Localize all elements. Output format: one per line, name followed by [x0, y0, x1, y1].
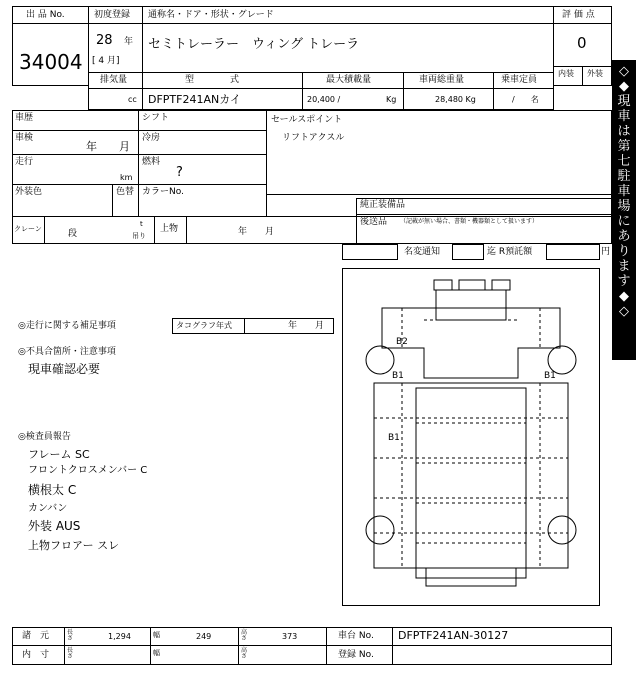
crane-label: クレーン: [14, 225, 42, 233]
recycle-label: 迄 R預託額: [487, 247, 533, 257]
damage-mark: B1: [392, 371, 404, 381]
crane-value: 段: [68, 229, 78, 239]
ac-label: 冷房: [142, 133, 161, 143]
inspection-value: 年 月: [86, 140, 130, 153]
specs-footer-box: [12, 627, 612, 665]
parking-notice-text: ◇◆現車は第七駐車場にあります◆◇: [617, 64, 631, 319]
fuel-value: ?: [176, 165, 183, 180]
specs-label: 諸 元: [22, 631, 50, 641]
color-change-label: 色替: [116, 187, 135, 197]
width-value: 249: [196, 632, 212, 641]
sales-point-label: セールスポイント: [271, 115, 343, 125]
displacement-label: 排気量: [100, 75, 128, 85]
mount-value: 年 月: [238, 227, 275, 237]
month-value: [ 4 月]: [92, 56, 120, 66]
year-value: 28: [96, 33, 113, 48]
defects-value: 現車確認必要: [28, 362, 101, 376]
tachograph-label: タコグラフ年式: [176, 321, 232, 330]
defects-label: ◎不具合箇所・注意事項: [18, 347, 116, 357]
inner-label: 内 寸: [22, 650, 50, 660]
inspector-item: 上物フロアー スレ: [28, 539, 120, 552]
genuine-equip-label: 純正装備品: [360, 200, 406, 210]
name-change-box: [342, 244, 398, 260]
max-load-unit: Kg: [386, 95, 397, 104]
height-value: 373: [282, 632, 298, 641]
damage-mark: B1: [544, 371, 556, 381]
inspection-label: 車検: [15, 133, 34, 143]
year-unit: 年: [124, 37, 134, 47]
inner-width-label: 幅: [153, 649, 160, 657]
chassis-number: DFPTF241AN-30127: [398, 629, 509, 642]
fuel-label: 燃料: [142, 157, 161, 167]
gross-weight: 28,480 Kg: [435, 95, 476, 104]
displacement-unit: cc: [128, 95, 137, 104]
damage-mark: B1: [388, 433, 400, 443]
length-value: 1,294: [108, 632, 131, 641]
score-value: 0: [577, 34, 587, 52]
registration-label: 登録 No.: [338, 650, 374, 660]
inspector-item: フレーム SC: [28, 448, 90, 461]
interior-label: 内装: [558, 69, 574, 78]
name-change-label: 名変通知: [404, 247, 441, 257]
capacity: / 名: [512, 95, 539, 104]
model-type-label: 型 式: [185, 75, 240, 85]
inspector-item: フロントクロスメンバー C: [28, 465, 148, 476]
height-label: 高さ: [241, 629, 248, 642]
color-no-label: カラーNo.: [142, 187, 184, 197]
width-label: 幅: [153, 631, 160, 639]
mount-label: 上物: [160, 224, 179, 234]
capacity-label: 乗車定員: [501, 75, 538, 85]
delivery-label: 後送品: [360, 217, 388, 227]
driving-remarks-label: ◎走行に関する補足事項: [18, 321, 116, 331]
chassis-label: 車台 No.: [338, 631, 374, 641]
yen-label: 円: [601, 247, 611, 257]
model-name-label: 通称名・ドア・形状・グレード: [148, 10, 274, 20]
crane-unit-t: t: [140, 220, 143, 228]
max-load: 20,400 /: [307, 95, 341, 104]
length-label: 長さ: [67, 629, 74, 642]
delivery-note: （記載が無い場合、書類・機器類として扱います）: [400, 218, 539, 225]
lot-label: 出 品 No.: [26, 10, 65, 20]
name-change-date-box: [452, 244, 484, 260]
inspector-item: カンバン: [28, 503, 68, 514]
exterior-label: 外装: [587, 69, 603, 78]
mileage-label: 走行: [15, 157, 34, 167]
sales-point: リフトアクスル: [282, 133, 345, 143]
exterior-color-label: 外装色: [15, 187, 43, 197]
inspector-label: ◎検査員報告: [18, 432, 71, 442]
score-label: 評 価 点: [562, 10, 595, 20]
mileage-unit: km: [120, 173, 133, 182]
model-type: DFPTF241ANカイ: [148, 93, 241, 106]
max-load-label: 最大積載量: [326, 75, 372, 85]
inspector-item: 横根太 C: [28, 483, 77, 497]
model-name: セミトレーラー ウィング トレーラ: [148, 37, 360, 52]
shift-label: シフト: [142, 113, 170, 123]
recycle-amount-box: [546, 244, 600, 260]
tachograph-value: 年 月: [288, 321, 325, 331]
history-label: 車歴: [15, 113, 34, 123]
inspector-item: 外装 AUS: [28, 519, 81, 533]
first-reg-label: 初度登録: [94, 10, 131, 20]
damage-mark: B2: [396, 337, 408, 347]
inner-length-label: 長さ: [67, 647, 74, 660]
lot-number: 34004: [19, 50, 83, 74]
crane-unit-suri: 吊り: [132, 232, 146, 240]
trailer-diagram: [342, 268, 600, 606]
gross-weight-label: 車両総重量: [419, 75, 465, 85]
inner-height-label: 高さ: [241, 647, 248, 660]
